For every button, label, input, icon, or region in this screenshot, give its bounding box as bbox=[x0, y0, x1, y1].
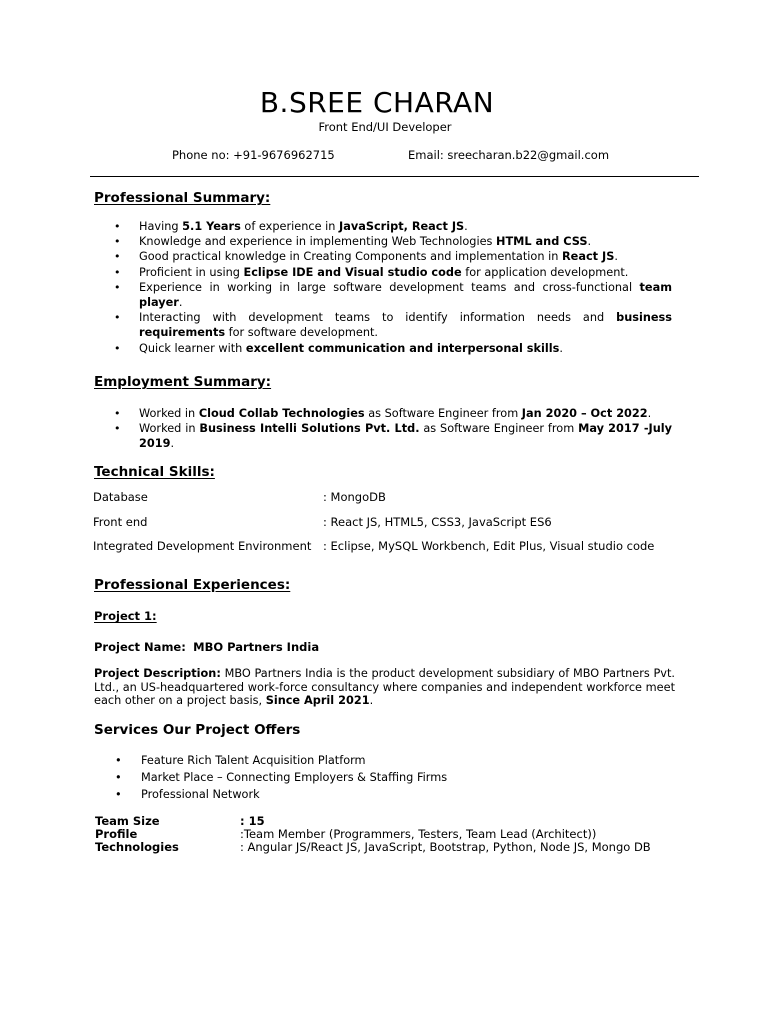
text: Worked in bbox=[139, 422, 200, 436]
service-item: • Feature Rich Talent Acquisition Platform bbox=[110, 753, 447, 770]
text: for software development. bbox=[225, 326, 379, 340]
text: . bbox=[178, 296, 183, 310]
technologies-value: : Angular JS/React JS, JavaScript, Bootstrap, Python, Node JS, Mongo DB bbox=[240, 840, 651, 854]
text: Having bbox=[139, 220, 183, 233]
text: Good practical knowledge in Creating Components and implementation in bbox=[139, 250, 562, 264]
text: Knowledge and experience in implementing Web Technologies bbox=[139, 235, 497, 249]
bold-text: May 2017 -July 2019 bbox=[139, 422, 673, 451]
text: Worked in bbox=[139, 407, 199, 420]
job-title: Front End/UI Developer bbox=[318, 120, 452, 134]
service-item: • Market Place – Connecting Employers & Staffing Firms bbox=[110, 770, 447, 787]
bullet-item bbox=[108, 310, 672, 340]
text: Interacting with development teams to identify information needs and bbox=[139, 311, 617, 325]
bullet-item bbox=[108, 219, 672, 234]
professional-summary-list bbox=[108, 219, 672, 356]
project-description bbox=[94, 667, 675, 708]
services-list bbox=[110, 753, 447, 804]
text: . bbox=[614, 250, 618, 264]
text: MBO Partners India is the product development subsidiary of MBO Partners Pvt. Ltd., an US-headquartered work-force consultancy where companies and independent workforce meet each other on a project basis, bbox=[94, 667, 675, 708]
text: Quick learner with bbox=[139, 341, 246, 355]
bold-text: Jan 2020 – Oct 2022 bbox=[521, 407, 648, 420]
project-name-value: MBO Partners India bbox=[193, 640, 320, 654]
bullet-item bbox=[108, 421, 672, 451]
text: . bbox=[647, 407, 652, 420]
skill-row-front-end bbox=[0, 515, 768, 531]
bold-text: Eclipse IDE and Visual studio code bbox=[243, 265, 462, 279]
profile-label: Profile bbox=[95, 827, 138, 841]
phone-number: Phone no: +91-9676962715 bbox=[172, 148, 335, 162]
text: Experience in working in large software development teams and cross-functional bbox=[139, 280, 640, 294]
header-divider bbox=[90, 176, 699, 177]
project-name bbox=[94, 640, 319, 654]
skill-value: : Eclipse, MySQL Workbench, Edit Plus, Visual studio code bbox=[323, 539, 655, 553]
professional-experiences-heading: Professional Experiences: bbox=[94, 577, 291, 593]
text: . bbox=[369, 694, 374, 708]
bold-text: JavaScript, React JS bbox=[339, 220, 465, 233]
services-heading: Services Our Project Offers bbox=[94, 722, 301, 738]
technologies-label: Technologies bbox=[95, 840, 179, 854]
text: . bbox=[559, 341, 563, 355]
bold-text: HTML and CSS bbox=[496, 235, 588, 249]
bold-text: React JS bbox=[561, 250, 615, 264]
text: . bbox=[464, 220, 468, 233]
text: . bbox=[587, 235, 592, 249]
email-address: Email: sreecharan.b22@gmail.com bbox=[408, 148, 610, 162]
bold-text: business requirements bbox=[139, 311, 672, 340]
text: . bbox=[170, 437, 175, 451]
skill-label: Front end bbox=[93, 515, 148, 529]
technical-skills-heading: Technical Skills: bbox=[94, 464, 215, 480]
bold-text: 5.1 Years bbox=[182, 220, 241, 233]
professional-summary-heading: Professional Summary: bbox=[94, 190, 271, 206]
text: as Software Engineer from bbox=[364, 407, 522, 420]
skill-label: Integrated Development Environment bbox=[93, 539, 312, 553]
bold-text: team player bbox=[139, 280, 672, 310]
bullet-item bbox=[108, 280, 672, 310]
skill-value: : React JS, HTML5, CSS3, JavaScript ES6 bbox=[323, 515, 552, 529]
team-size-row bbox=[0, 814, 768, 828]
skill-row-database bbox=[0, 490, 768, 506]
project-label: Project 1: bbox=[94, 609, 157, 623]
text: for application development. bbox=[461, 265, 629, 279]
bold-text: Since April 2021 bbox=[265, 694, 370, 708]
team-size-value: : 15 bbox=[240, 814, 265, 828]
bullet-item bbox=[108, 265, 672, 280]
service-item: • Professional Network bbox=[110, 787, 447, 804]
technologies-row bbox=[0, 840, 768, 854]
employment-summary-list bbox=[108, 406, 672, 452]
bold-text: Project Description: bbox=[94, 667, 221, 680]
text: Proficient in using bbox=[139, 265, 244, 279]
skill-label: Database bbox=[93, 490, 148, 504]
bullet-item bbox=[108, 249, 672, 264]
bold-text: Business Intelli Solutions Pvt. Ltd. bbox=[199, 422, 420, 436]
candidate-name: B.SREE CHARAN bbox=[259, 86, 495, 119]
bullet-item bbox=[108, 341, 672, 356]
employment-summary-heading: Employment Summary: bbox=[94, 374, 272, 390]
team-size-label: Team Size bbox=[95, 814, 160, 828]
text: of experience in bbox=[240, 220, 340, 233]
profile-row bbox=[0, 827, 768, 841]
project-name-label: Project Name: bbox=[94, 640, 186, 654]
bullet-item bbox=[108, 406, 672, 421]
bold-text: excellent communication and interpersonal skills bbox=[245, 341, 560, 355]
bold-text: Cloud Collab Technologies bbox=[198, 407, 365, 420]
skill-value: : MongoDB bbox=[323, 490, 386, 504]
skill-row-ide bbox=[0, 539, 768, 555]
text: as Software Engineer from bbox=[419, 422, 579, 436]
bullet-item bbox=[108, 234, 672, 249]
profile-value: :Team Member (Programmers, Testers, Team Lead (Architect)) bbox=[240, 827, 597, 841]
